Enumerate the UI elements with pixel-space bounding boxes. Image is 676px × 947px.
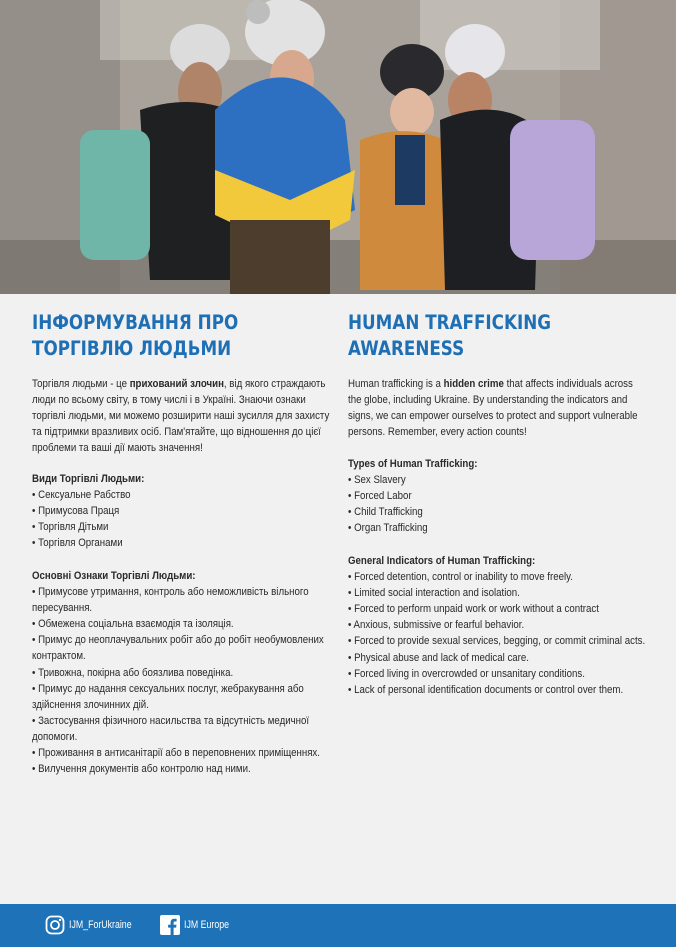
list-item: • Sex Slavery [348,474,406,487]
hero-illustration [0,0,676,294]
indicators-list [32,584,331,777]
ukrainian-types-section [32,471,331,551]
facebook-handle: IJM Europe [184,919,229,931]
english-indicators-section [348,553,647,698]
list-item: • Forced to perform unpaid work or work without a contract [348,603,599,616]
types-title: Types of Human Trafficking: [348,458,478,470]
indicators-title: General Indicators of Human Trafficking: [348,555,536,567]
list-item: • Примусове утримання, контроль або неможливість вільного пересування. [32,586,309,615]
list-item: • Примус до неоплачувальних робіт або до робіт необумовлених контрактом. [32,634,324,663]
types-list [348,472,647,536]
intro-emphasis: hidden crime [443,378,504,390]
indicators-list [348,569,647,698]
heading-line: ТОРГІВЛЮ ЛЮДЬМИ [32,337,232,360]
list-item: • Обмежена соціальна взаємодія та ізоляція. [32,618,234,631]
list-item: • Forced detention, control or inability to move freely. [348,571,573,584]
list-item: • Проживання в антисанітарії або в переповнених приміщеннях. [32,747,320,760]
list-item: • Forced living in overcrowded or unsanitary conditions. [348,667,585,680]
types-list [32,487,331,551]
list-item: • Тривожна, покірна або боязлива поведінка. [32,666,234,679]
intro-emphasis: прихований злочин [129,378,224,390]
list-item: • Limited social interaction and isolation. [348,587,520,600]
list-item: • Forced to provide sexual services, begging, or commit criminal acts. [348,635,646,648]
list-item: • Примусова Праця [32,505,120,518]
ukrainian-heading [32,310,290,362]
intro-text: , від якого страждають люди по всьому світу, в тому числі і в Україні. Знаючи ознаки торгівлі людьми, ми можемо розширити наші зусилля для захисту та підтримки вразливих осіб. Пам'ятайте, що відношення до цієї проблеми та ваші дії мають значення! [32,378,330,455]
facebook-icon [160,915,180,935]
list-item: • Застосування фізичного насильства та відсутність медичної допомоги. [32,714,310,743]
english-types-section [348,456,647,536]
list-item: • Child Trafficking [348,506,423,519]
list-item: • Торгівля Органами [32,537,123,550]
heading-line: HUMAN TRAFFICKING [348,311,552,334]
facebook-link[interactable] [160,914,240,936]
indicators-title: Основні Ознаки Торгівлі Людьми: [32,570,196,582]
instagram-handle: IJM_ForUkraine [69,919,132,931]
list-item: • Physical abuse and lack of medical care. [348,651,529,664]
hero-photo [0,0,676,294]
list-item: • Lack of personal identification documents or control over them. [348,683,624,696]
instagram-icon [45,915,65,935]
heading-line: AWARENESS [348,337,465,360]
list-item: • Вилучення документів або контролю над ними. [32,763,251,776]
list-item: • Примус до надання сексуальних послуг, жебракування або здійснення злочинних дій. [32,682,304,711]
list-item: • Торгівля Дітьми [32,521,109,534]
list-item: • Anxious, submissive or fearful behavior. [348,619,525,632]
types-title: Види Торгівлі Людьми: [32,473,145,485]
english-heading [348,310,606,362]
content-area [0,294,676,904]
list-item: • Forced Labor [348,490,412,503]
intro-text: Human trafficking is a [348,378,444,390]
intro-text: that affects individuals across the globe, including Ukraine. By understanding the indicators and signs, we can empower ourselves to protect and support vulnerable persons. Remember, every action counts! [348,378,638,439]
instagram-link[interactable] [45,914,147,936]
ukrainian-intro [32,376,331,456]
ukrainian-indicators-section [32,568,331,777]
english-intro [348,376,647,440]
footer-bar [0,904,676,947]
list-item: • Сексуальне Рабство [32,489,131,502]
list-item: • Organ Trafficking [348,522,428,535]
heading-line: ІНФОРМУВАННЯ ПРО [32,311,239,334]
intro-text: Торгівля людьми - це [32,378,130,390]
